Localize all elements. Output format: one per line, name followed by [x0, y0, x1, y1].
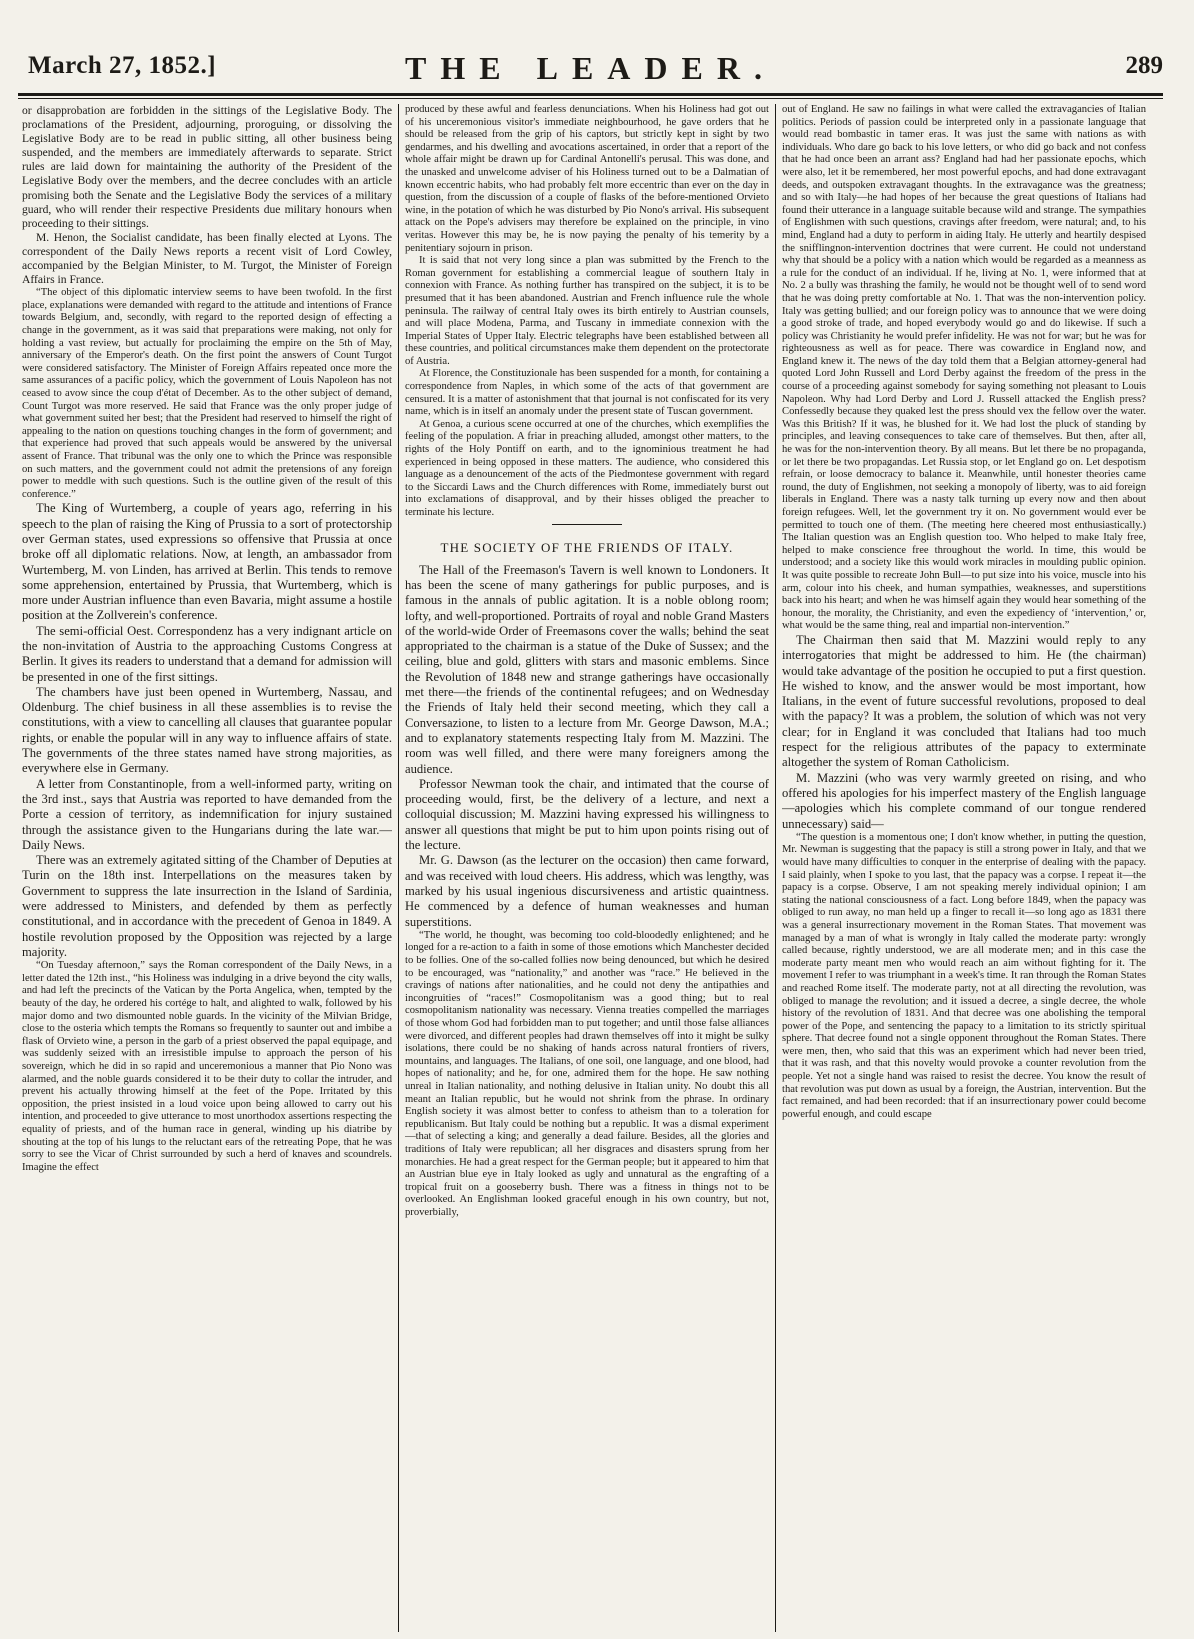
- paragraph: M. Henon, the Socialist candidate, has been finally elected at Lyons. The correspondent of the Daily News reports a recent visit of Lord Cowley, accompanied by the Belgian Minister, to M. Turgot, the Minister of Foreign Affairs in France.: [22, 230, 392, 287]
- paragraph: M. Mazzini (who was very warmly greeted on rising, and who offered his apologies for his imperfect mastery of the English language—apologies which his complete command of our tongue rendered unnecessary) said—: [782, 770, 1146, 831]
- section-divider: [552, 524, 622, 525]
- paragraph: The Chairman then said that M. Mazzini would reply to any interrogatories that might be addressed to him. He (the chairman) would take advantage of the position he occupied to put a first question. He wished to know, and the answer would be most important, how Italians, in the event of future successful revolutions, proposed to deal with the papacy? It was a problem, the solution of which was not very clear; for in England it was concluded that Italians had too much respect for the religious attributes of the papacy to exterminate altogether the system of Roman Catholicism.: [782, 632, 1146, 770]
- quoted-paragraph: “The question is a momentous one; I don't know whether, in putting the question, Mr. Newman is suggesting that the papacy is still a strong power in Italy, and that we would have many difficulties to conquer in the enterprise of dealing with the papacy. I said plainly, when I spoke to you last, that the papacy was a corpse. I repeat it—the papacy is a corpse. Observe, I am not speaking merely individual opinion; I am stating the national consciousness of a fact. Long before 1849, when the papacy was obliged to run away, no man held up a finger to recall it—so long ago as 1831 there was a general insurrectionary movement in the Roman States. That movement was managed by a man of what is wrongly in Italy called the moderate party: wrongly called because, rightly understood, we are all moderate men; and in this case the moderate party meant men who would reach an aim without fighting for it. The movement I refer to was triumphant in a week's time. It ran through the Roman States and reached Rome itself. The moderate party, not at all directing the revolution, was obliged to manage the revolution; and it issued a decree, a single decree, the whole history of the revolution of 1831. And that decree was one abolishing the temporal power of the Pope, and sentencing the papacy to a limitation to its strictly spiritual sphere. That decree found not a single opponent throughout the Roman States. There were men, then, who said that this was an experiment which had never been tried, that it was rash, and that this novelty would provoke a counter revolution from the people. Yet not a single hand was raised to resist the decree. You know the result of that revolution was put down as usual by a foreign, the Austrian, intervention. But the fact remained, and had been recorded: that if an insurrectionary power could become powerful enough, and could escape: [782, 831, 1146, 1120]
- quoted-paragraph: “The world, he thought, was becoming too cold-bloodedly enlightened; and he longed for a re-action to a faith in some of those emotions which Manchester decided to be follies. One of the so-called follies now being denounced, but which he desired to be encouraged, was “nationality,” and another was “race.” He believed in the cravings of nations after nationalities, and he could not deny the antipathies and incongruities of “races!” Cosmopolitanism was a good thing; but to real cosmopolitanism nationality was necessary. Vienna treaties compelled the marriages of those whom God had forbidden man to put together; and until those false alliances were divorced, and different peoples had drawn themselves off into it might be sulky isolations, there could be no shaking of hands across natural frontiers of rivers, mountains, and languages. The Italians, of one soil, one language, and one blood, had hopes of nationality; and he, for one, admired them for the hope. He saw nothing unreal in Italian nationality, and nothing delusive in Italian unity. No doubt this all meant an Italian republic, but he would not shrink from the phrase. In ordinary English society it was almost better to confess to atheism than to a toleration for republicanism. But Italy could be nothing but a republic. It was a dismal experiment—that of selecting a king; and generally a dead failure. Besides, all the glories and traditions of Italy were republican; all her disgraces and disasters sprung from her monarchies. He had a great respect for the German people; but it appeared to him that an Austrian blue eye in Italy looked as ugly and unnatural as the engrafting of a tropical fruit on a gooseberry bush. There was a fitness in things not to be overlooked. An Englishman looked graceful enough in his own country, but not, proverbially,: [405, 929, 769, 1218]
- paragraph: The Hall of the Freemason's Tavern is well known to Londoners. It has been the scene of many gatherings for public purposes, and is famous in the annals of public agitation. It is a noble oblong room; lofty, and well-proportioned. Portraits of royal and noble Grand Masters of the world-wide Order of Freemasons cover the walls; behind the seat appropriated to the chairman is a statue of the Duke of Sussex; and the ceiling, blue and gold, glitters with stars and masonic emblems. Since the Revolution of 1848 new and strange gatherings have occasionally met there—the friends of the continental refugees; and on Wednesday the Friends of Italy held their second meeting, which they call a Conversazione, to listen to a lecture from Mr. George Dawson, M.A.; and to explanatory statements respecting Italy from M. Mazzini. The room was well filled, and there were many foreigners among the audience.: [405, 562, 769, 776]
- masthead: [18, 50, 1163, 90]
- masthead-rule-thick: [18, 93, 1163, 96]
- page-number: 289: [1125, 52, 1163, 79]
- column-3: [782, 104, 1146, 1634]
- section-heading: THE SOCIETY OF THE FRIENDS OF ITALY.: [440, 539, 734, 555]
- paragraph: At Genoa, a curious scene occurred at one of the churches, which exemplifies the feeling of the population. A friar in preaching alluded, amongst other matters, to the rights of the Holy Pontiff on earth, and to the ignominious treatment he had experienced in being opposed in these matters. The audience, who considered this language as a denouncement of the acts of the Piedmontese government with regard to the Siccardi Laws and the Church differences with Rome, immediately burst out into exclamations of disapproval, and by their hisses obliged the preacher to terminate his lecture.: [405, 418, 769, 518]
- column-1: [22, 104, 392, 1634]
- quoted-paragraph: “On Tuesday afternoon,” says the Roman correspondent of the Daily News, in a letter dated the 12th inst., “his Holiness was indulging in a drive beyond the city walls, and had left the precincts of the Vatican by the Porta Angelica, when, tempted by the beauty of the day, he ordered his cortége to halt, and alighted to walk, followed by his major domo and two dismounted noble guards. In the vicinity of the Milvian Bridge, close to the osteria which tempts the Romans so frequently to saunter out and imbibe a flask of Orvieto wine, a person in the garb of a priest observed the papal equipage, and was suddenly seized with an irresistible impulse to approach the person of his sovereign, which he did in so rapid and unceremonious a manner that Pio Nono was alarmed, and the noble guards considered it to be their duty to collar the intruder, and prevent his actually throwing himself at the feet of the Pope. Irritated by this opposition, the priest insisted in a loud voice upon being allowed to carry out his intention, and proceeded to give utterance to most unorthodox assertions respecting the equality of priests, and of the human race in general, winding up his diatribe by shouting at the top of his lungs to the reluctant ears of the retreating Pope, that he was sorry to see the Vicar of Christ surrounded by such a herd of knaves and scoundrels. Imagine the effect: [22, 960, 392, 1173]
- paragraph: The chambers have just been opened in Wurtemberg, Nassau, and Oldenburg. The chief business in all these assemblies is to revise the constitutions, with a view to cancelling all clauses that guarantee popular rights, or enable the popular will in any way to influence affairs of state. The governments of the three states named have strong majorities, as everywhere else in Germany.: [22, 684, 392, 776]
- issue-date: March 27, 1852.]: [28, 52, 217, 79]
- masthead-rule-thin: [18, 98, 1163, 99]
- paragraph: A letter from Constantinople, from a well-informed party, writing on the 3rd inst., says that Austria was reported to have demanded from the Porte a cession of territory, as indemnification for injury sustained through the assistance given to the Hungarians during the late war.—Daily News.: [22, 776, 392, 852]
- paragraph: It is said that not very long since a plan was submitted by the French to the Roman government for establishing a commercial league of southern Italy in connexion with France. As nothing further has transpired on the subject, it is to be presumed that it has been abandoned. Austrian and French influence rule the whole peninsula. The railway of central Italy owes its birth entirely to Austrian counsels, and will place Modena, Parma, and Tuscany in immediate connexion with the Imperial States of Upper Italy. Electric telegraphs have been established between all these countries, and political circumstances make them dependent on the protectorate of Austria.: [405, 255, 769, 367]
- column-divider-2: [775, 104, 776, 1632]
- paragraph: The King of Wurtemberg, a couple of years ago, referring in his speech to the plan of raising the King of Prussia to a sort of protectorship over German states, used expressions so offensive that Prussia at once broke off all diplomatic relations. Now, at length, an ambassador from Wurtemberg, M. von Linden, has arrived at Berlin. This tends to remove some apprehension, entertained by Prussia, that Wurtemberg, which is more under Austrian influence than even Bavaria, might assume a hostile position at the Zollverein's conference.: [22, 501, 392, 623]
- quoted-paragraph: “The object of this diplomatic interview seems to have been twofold. In the first place, explanations were demanded with regard to the attitude and intentions of France towards Belgium, and, secondly, with regard to the reported design of effecting a change in the government, as it was said that preparations were making, not only for holding a vast review, but actually for proclaiming the empire on the 5th of May, anniversary of the Emperor's death. On the first point the answers of Count Turgot were considered satisfactory. The Minister of Foreign Affairs repeated once more the same assurances of a pacific policy, which the government of Louis Napoleon has not ceased to avow since the coup d'état of December. As to the other subject of demand, Count Turgot was more reserved. He said that France was the only proper judge of what government suited her best; that the President had reserved to himself the right of appealing to the nation on questions touching changes in the form of government; and that experience had proved that such appeals would be answered by the universal assent of France. That tribunal was the only one to which the Prince was responsible on such matters, and the government could not admit the pretensions of any foreign power to meddle with such questions. Such is the outline given of the result of this conference.”: [22, 287, 392, 500]
- column-divider-1: [398, 104, 399, 1632]
- paragraph: or disapprobation are forbidden in the sittings of the Legislative Body. The proclamations of the President, adjourning, proroguing, or dissolving the Legislative Body are to be read in public sitting, all other business being suspended, and the members are immediately afterwards to separate. Strict rules are laid down for maintaining the authority of the President of the Legislative Body over the members, and the decree concludes with an article promising both the Senate and the Legislative Body the services of a military guard, who will render their respective Presidents due military honours when proceeding to their sittings.: [22, 104, 392, 230]
- paragraph: out of England. He saw no failings in what were called the extravagancies of Italian politics. Periods of passion could be interpreted only in a passionate language that would read bombastic in tamer eras. It was just the same with nations as with individuals. Who dare go back to his love letters, or who did go back and not confess that he had once been an arrant ass? England had had her passionate epochs, which were also, let it be remembered, her most powerful epochs, and had done extravagant deeds, and outspoken extravagant thoughts. In the extravagance was the greatness; and so with Italy—he had hopes of her because the great questions of Italians had found their utterance in a language suitable because wild and strange. The sympathies of Englishmen with such questions, cravings after freedom, were natural; and, to his mind, England had a duty to perform in aiding Italy. He utterly and heartily despised the snifflingnon-intervention doctrines that were current. He could not understand why that should be a policy with a nation which would be regarded as a meanness as a rule for the conduct of an individual. If he, living at No. 1, were informed that at No. 2 a bully was thrashing the family, he would not be thought well of to send word that he was doing pretty comfortable at No. 1. That was the non-intervention policy. Italy was getting bullied; and our foreign policy was to announce that we were doing a good stroke of trade, and hoped everybody would go and do likewise. If such a policy was Christianity he would prefer infidelity. He was not for war; but he was for righteousness as well as for peace. There was cowardice in England now, and England knew it. The news of the day told them that a Belgian attorney-general had quoted Lord John Russell and Lord Derby against the freedom of the press in the course of a proceeding against somebody for saying something not pleasant to Louis Napoleon. Why had Lord Derby and Lord J. Russell attacked the English press? Confessedly because they quaked lest the press should vex the fellow over the water. Was this British? If it was, he blushed for it. We had lost the pluck of standing by principles, and leaving consequences to take care of themselves. But then, after all, he was for the non-intervention theory. By all means. But let there be no propaganda, or let there be two propagandas. Let Russia stop, or let England go on. Let despotism refrain, or loose democracy to balance it. Meanwhile, until honester theories came round, the duty of Englishmen, not seeking a monopoly of liberty, was to aid foreign liberals in England. There was a nasty talk turning up every now and then about foreign refugees. Well, let the government try it on. No government would ever be permitted to touch one of them. (The meeting here cheered most enthusiastically.) The Italian question was an English question too. Who helped to make Italy free, helped to make conscience free throughout the world. In time, this would be understood; and a society like this would work miracles in moulding public opinion. It was quite possible to recreate John Bull—to put size into his voice, muscle into his arm, colour into his cheek, and human sympathies, weaknesses, and superstitions back into his heart; and when he was himself again they would hear something of the honour, the morality, the Christianity, and even the expediency of ‘intervention,’ or, what would be the same thing, real and impartial non-intervention.”: [782, 104, 1146, 632]
- paragraph: produced by these awful and fearless denunciations. When his Holiness had got out of his unceremonious visitor's immediate neighbourhood, he gave orders that he should be released from the grip of his captors, but strictly kept in sight by two gendarmes, and his dwelling and avocations ascertained, in order that a report of the whole affair might be drawn up for Cardinal Antonelli's perusal. This was done, and the unasked and unwelcome adviser of his Holiness turned out to be a Dalmatian of known eccentric habits, who had probably felt more eccentric than ever on the day in question, from the discussion of a couple of flasks of the before-mentioned Orvieto wine, in the potation of which he was disturbed by Pio Nono's arrival. His subsequent attack on the Pope's advisers may therefore be explained on the principle, in vino veritas. However this may be, he is now paying the penalty of his temerity by a penitentiary sojourn in prison.: [405, 104, 769, 254]
- paragraph: The semi-official Oest. Correspondenz has a very indignant article on the non-invitation of Austria to the approaching Customs Congress at Berlin. It gives its readers to understand that a demand for admission will be presented in one of the first sittings.: [22, 623, 392, 684]
- paragraph: Mr. G. Dawson (as the lecturer on the occasion) then came forward, and was received with loud cheers. His address, which was lengthy, was marked by his usual ingenious discursiveness and artistic quaintness. He commenced by a defence of human weaknesses and human superstitions.: [405, 853, 769, 929]
- newspaper-title: THE LEADER.: [405, 50, 776, 86]
- paragraph: There was an extremely agitated sitting of the Chamber of Deputies at Turin on the 18th inst. Interpellations on the measures taken by Government to suppress the late insurrection in the Island of Sardinia, were addressed to Ministers, and defended by them as perfectly constitutional, and in accordance with the precedent of Genoa in 1849. A hostile revolution proposed by the Opposition was rejected by a large majority.: [22, 853, 392, 959]
- paragraph: Professor Newman took the chair, and intimated that the course of proceeding would, first, be the delivery of a lecture, and next a colloquial discussion; M. Mazzini having expressed his willingness to answer all questions that might be put to him upon points rising out of the lecture.: [405, 776, 769, 853]
- paragraph: At Florence, the Constituzionale has been suspended for a month, for containing a correspondence from Naples, in which some of the acts of that government are censured. It is a matter of astonishment that that journal is not confiscated for its very name, which is in itself an anomaly under the present state of Tuscan government.: [405, 368, 769, 418]
- column-2: [405, 104, 769, 1634]
